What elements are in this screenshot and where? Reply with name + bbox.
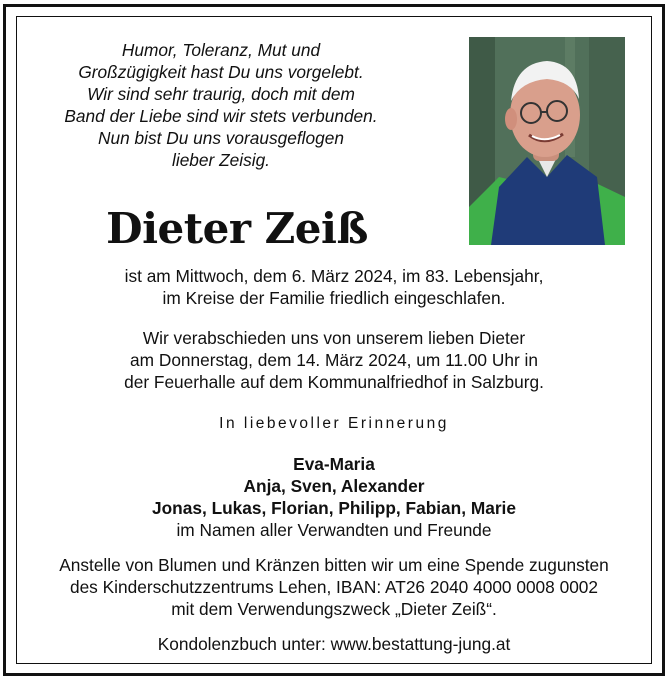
farewell-line: der Feuerhalle auf dem Kommunalfriedhof in Salzburg.	[124, 372, 544, 392]
relatives-line: im Namen aller Verwandten und Freunde	[176, 520, 492, 540]
farewell-notice	[6, 327, 662, 393]
farewell-line: am Donnerstag, dem 14. März 2024, um 11.00 Uhr in	[130, 350, 538, 370]
death-notice-line: ist am Mittwoch, dem 6. März 2024, im 83. Lebensjahr,	[124, 266, 544, 286]
poem-line: Nun bist Du uns vorausgeflogen	[98, 128, 344, 148]
portrait-photo	[469, 37, 625, 245]
poem	[36, 39, 406, 171]
deceased-name: Dieter Zeiß	[106, 204, 368, 253]
condolence-book: Kondolenzbuch unter: www.bestattung-jung.at	[157, 634, 511, 654]
donation-line: Anstelle von Blumen und Kränzen bitten wir um eine Spende zugunsten	[59, 555, 609, 575]
donation-line: mit dem Verwendungszweck „Dieter Zeiß“.	[171, 599, 497, 619]
mourners	[6, 453, 662, 519]
mourner-line: Eva-Maria	[293, 454, 375, 474]
mourner-line: Jonas, Lukas, Florian, Philipp, Fabian, Marie	[152, 498, 516, 518]
death-notice	[6, 265, 662, 309]
donation-line: des Kinderschutzzentrums Lehen, IBAN: AT26 2040 4000 0008 0002	[69, 577, 599, 597]
obituary-card	[3, 4, 665, 676]
donation-notice	[6, 554, 662, 620]
poem-line: Großzügigkeit hast Du uns vorgelebt.	[78, 62, 364, 82]
poem-line: Wir sind sehr traurig, doch mit dem	[87, 84, 355, 104]
poem-line: lieber Zeisig.	[172, 150, 270, 170]
poem-line: Humor, Toleranz, Mut und	[121, 40, 321, 60]
death-notice-line: im Kreise der Familie friedlich eingeschlafen.	[162, 288, 506, 308]
poem-line: Band der Liebe sind wir stets verbunden.	[64, 106, 378, 126]
mourner-line: Anja, Sven, Alexander	[243, 476, 425, 496]
remembrance-line: In liebevoller Erinnerung	[219, 415, 449, 432]
farewell-line: Wir verabschieden uns von unserem lieben Dieter	[142, 328, 526, 348]
